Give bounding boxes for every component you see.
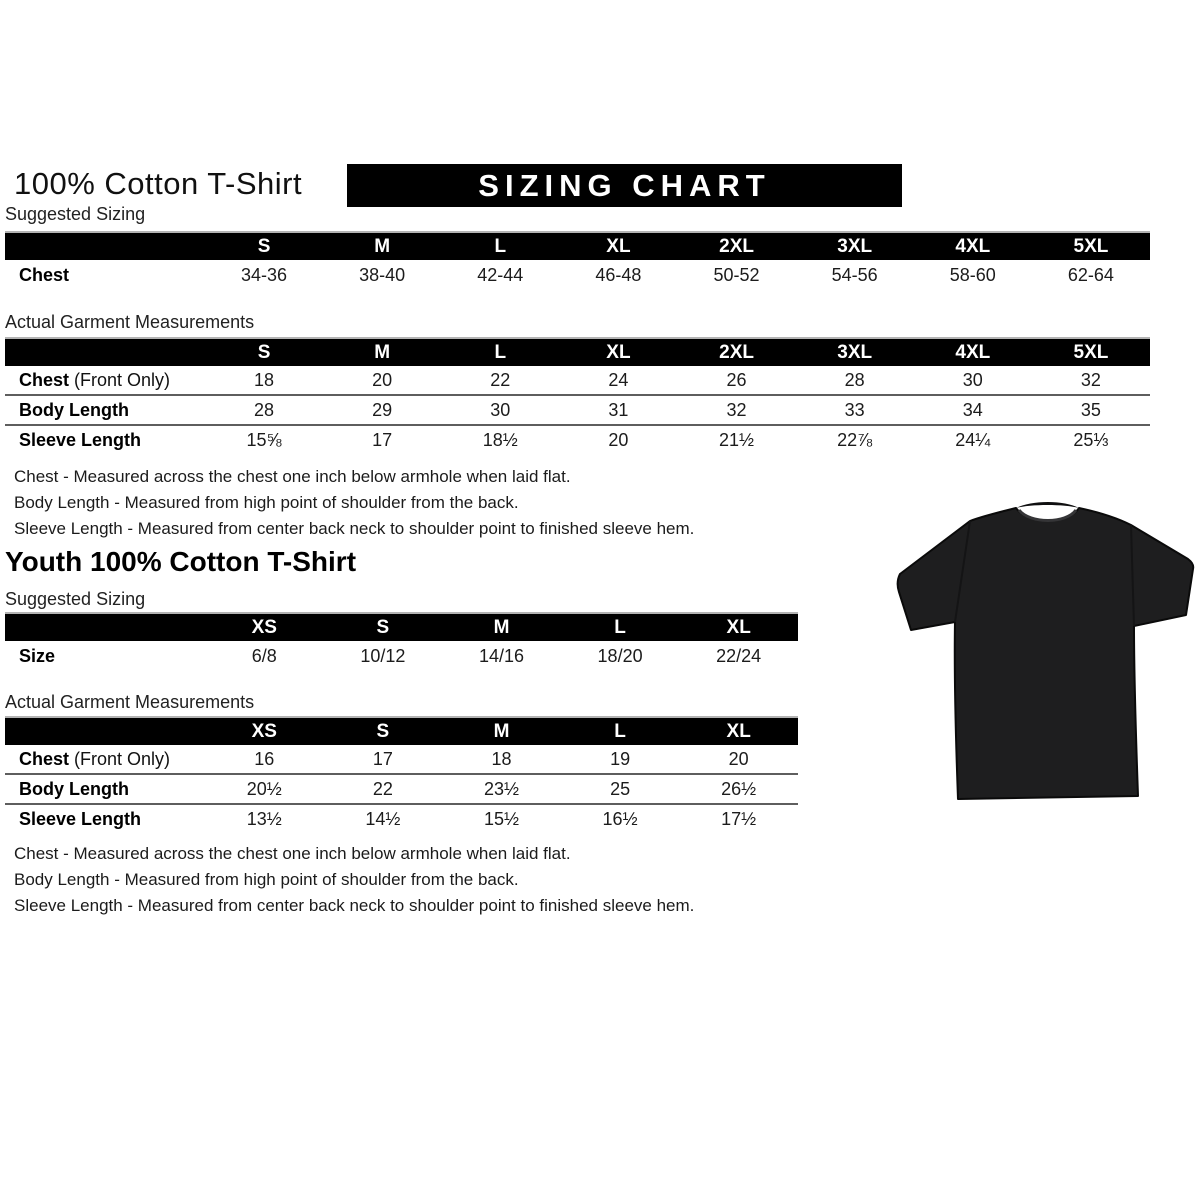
column-header-m: M xyxy=(374,341,391,363)
measurement-cell: 29 xyxy=(372,399,393,420)
measurement-cell: 58-60 xyxy=(949,264,996,285)
measurement-cell: 26 xyxy=(726,369,747,390)
column-header-4xl: 4XL xyxy=(955,341,991,363)
measurement-cell: 38-40 xyxy=(359,264,406,285)
row-label-text: Body Length xyxy=(19,778,129,799)
measurement-cell: 30 xyxy=(490,399,511,420)
measurement-cell: 24¼ xyxy=(955,429,991,450)
measurement-cell: 15⅝ xyxy=(246,429,282,450)
measurement-cell: 23½ xyxy=(483,778,519,799)
sizing-chart-banner-label: SIZING CHART xyxy=(478,167,771,203)
youth-suggested-sizing-label: Suggested Sizing xyxy=(5,589,146,609)
measurement-cell: 14½ xyxy=(365,808,401,829)
measurement-cell: 24 xyxy=(608,369,629,390)
row-label-chest xyxy=(5,749,205,770)
row-label-body-length xyxy=(5,400,205,421)
measurement-cell: 32 xyxy=(1080,369,1101,390)
measurement-cell: 18 xyxy=(254,369,275,390)
note-body-length: Body Length - Measured from high point of shoulder from the back. xyxy=(14,493,519,512)
measurement-cell: 62-64 xyxy=(1067,264,1114,285)
column-header-m: M xyxy=(493,720,510,742)
measurement-cell: 22/24 xyxy=(716,645,762,666)
row-label-sleeve-length xyxy=(5,430,205,451)
measurement-cell: 31 xyxy=(608,399,629,420)
measurement-cell: 17½ xyxy=(721,808,757,829)
row-label-chest xyxy=(5,370,205,391)
note-sleeve-length: Sleeve Length - Measured from center back neck to shoulder point to finished sleeve hem. xyxy=(14,519,695,538)
table-row-chest xyxy=(5,745,798,775)
column-header-2xl: 2XL xyxy=(719,235,754,257)
measurement-cell: 20½ xyxy=(246,778,282,799)
row-label-text: Chest xyxy=(19,369,70,390)
row-label-suffix: (Front Only) xyxy=(69,369,171,390)
measurement-cell: 42-44 xyxy=(477,264,524,285)
column-header-5xl: 5XL xyxy=(1073,235,1109,257)
measurement-cell: 33 xyxy=(844,399,865,420)
measurement-cell: 30 xyxy=(962,369,983,390)
table-header-row xyxy=(5,231,1150,260)
column-header-xs: XS xyxy=(251,616,277,638)
adult-suggested-sizing-label: Suggested Sizing xyxy=(5,204,146,224)
column-header-3xl: 3XL xyxy=(837,235,873,257)
measurement-cell: 46-48 xyxy=(595,264,642,285)
adult-actual-measurements-table xyxy=(5,337,1150,454)
column-header-m: M xyxy=(493,616,510,638)
black-tshirt-image xyxy=(880,470,1200,830)
measurement-cell: 25 xyxy=(610,778,631,799)
table-header-row xyxy=(5,337,1150,366)
measurement-cell: 32 xyxy=(726,399,747,420)
measurement-cell: 35 xyxy=(1080,399,1101,420)
adult-measurement-notes xyxy=(14,464,694,542)
measurement-cell: 34-36 xyxy=(241,264,288,285)
table-row-chest xyxy=(5,366,1150,396)
row-label-size xyxy=(5,646,205,667)
column-header-xl: XL xyxy=(606,341,631,363)
table-row-sleeve-length xyxy=(5,426,1150,454)
row-label-chest xyxy=(5,265,205,286)
measurement-cell: 14/16 xyxy=(478,645,524,666)
page-title: 100% Cotton T-Shirt xyxy=(14,166,303,201)
column-header-s: S xyxy=(257,341,271,363)
row-label-text: Size xyxy=(19,645,56,666)
measurement-cell: 16 xyxy=(254,748,275,769)
measurement-cell: 50-52 xyxy=(713,264,760,285)
column-header-s: S xyxy=(376,616,390,638)
column-header-2xl: 2XL xyxy=(719,341,754,363)
row-label-sleeve-length xyxy=(5,809,205,830)
measurement-cell: 54-56 xyxy=(831,264,878,285)
measurement-cell: 25⅓ xyxy=(1073,429,1109,450)
measurement-cell: 22⅞ xyxy=(837,429,873,450)
column-header-3xl: 3XL xyxy=(837,341,873,363)
column-header-xl: XL xyxy=(606,235,631,257)
measurement-cell: 17 xyxy=(372,748,393,769)
sizing-chart-banner xyxy=(347,164,902,207)
column-header-m: M xyxy=(374,235,391,257)
column-header-s: S xyxy=(376,720,390,742)
adult-suggested-sizing-table xyxy=(5,231,1150,290)
measurement-cell: 22 xyxy=(372,778,393,799)
table-row-size xyxy=(5,641,798,671)
measurement-cell: 28 xyxy=(844,369,865,390)
measurement-cell: 19 xyxy=(610,748,631,769)
measurement-cell: 17 xyxy=(372,429,393,450)
measurement-cell: 20 xyxy=(728,748,749,769)
row-label-text: Chest xyxy=(19,264,70,285)
measurement-cell: 18/20 xyxy=(597,645,643,666)
measurement-cell: 6/8 xyxy=(251,645,277,666)
measurement-cell: 18 xyxy=(491,748,512,769)
measurement-cell: 18½ xyxy=(482,429,518,450)
measurement-cell: 20 xyxy=(372,369,393,390)
youth-actual-measurements-table xyxy=(5,716,798,833)
column-header-xs: XS xyxy=(251,720,277,742)
row-label-text: Chest xyxy=(19,748,70,769)
column-header-l: L xyxy=(494,235,507,257)
note-chest: Chest - Measured across the chest one inch below armhole when laid flat. xyxy=(14,467,571,486)
note-sleeve-length: Sleeve Length - Measured from center back neck to shoulder point to finished sleeve hem. xyxy=(14,896,695,915)
row-label-body-length xyxy=(5,779,205,800)
measurement-cell: 26½ xyxy=(721,778,757,799)
column-header-l: L xyxy=(494,341,507,363)
table-header-row xyxy=(5,716,798,745)
note-body-length: Body Length - Measured from high point of shoulder from the back. xyxy=(14,870,519,889)
column-header-xl: XL xyxy=(726,616,751,638)
youth-actual-measurements-label: Actual Garment Measurements xyxy=(5,692,255,712)
youth-suggested-sizing-table xyxy=(5,612,798,671)
note-chest: Chest - Measured across the chest one inch below armhole when laid flat. xyxy=(14,844,571,863)
table-row-body-length xyxy=(5,775,798,805)
table-row-sleeve-length xyxy=(5,805,798,833)
column-header-l: L xyxy=(614,616,626,638)
measurement-cell: 22 xyxy=(490,369,511,390)
tshirt-back-collar xyxy=(1016,502,1079,508)
tshirt-body xyxy=(898,508,1194,799)
column-header-l: L xyxy=(614,720,626,742)
column-header-5xl: 5XL xyxy=(1073,341,1109,363)
measurement-cell: 15½ xyxy=(483,808,519,829)
measurement-cell: 28 xyxy=(254,399,275,420)
column-header-xl: XL xyxy=(726,720,751,742)
measurement-cell: 13½ xyxy=(246,808,282,829)
measurement-cell: 20 xyxy=(608,429,629,450)
table-row-chest xyxy=(5,260,1150,290)
row-label-text: Body Length xyxy=(19,399,129,420)
table-header-row xyxy=(5,612,798,641)
adult-actual-measurements-label: Actual Garment Measurements xyxy=(5,312,255,332)
measurement-cell: 10/12 xyxy=(360,645,406,666)
table-row-body-length xyxy=(5,396,1150,426)
row-label-suffix: (Front Only) xyxy=(69,748,171,769)
row-label-text: Sleeve Length xyxy=(19,429,142,450)
youth-page-title: Youth 100% Cotton T-Shirt xyxy=(5,546,357,577)
measurement-cell: 16½ xyxy=(602,808,638,829)
column-header-4xl: 4XL xyxy=(955,235,991,257)
measurement-cell: 21½ xyxy=(719,429,755,450)
youth-measurement-notes xyxy=(14,841,694,919)
measurement-cell: 34 xyxy=(962,399,983,420)
column-header-s: S xyxy=(257,235,271,257)
row-label-text: Sleeve Length xyxy=(19,808,142,829)
